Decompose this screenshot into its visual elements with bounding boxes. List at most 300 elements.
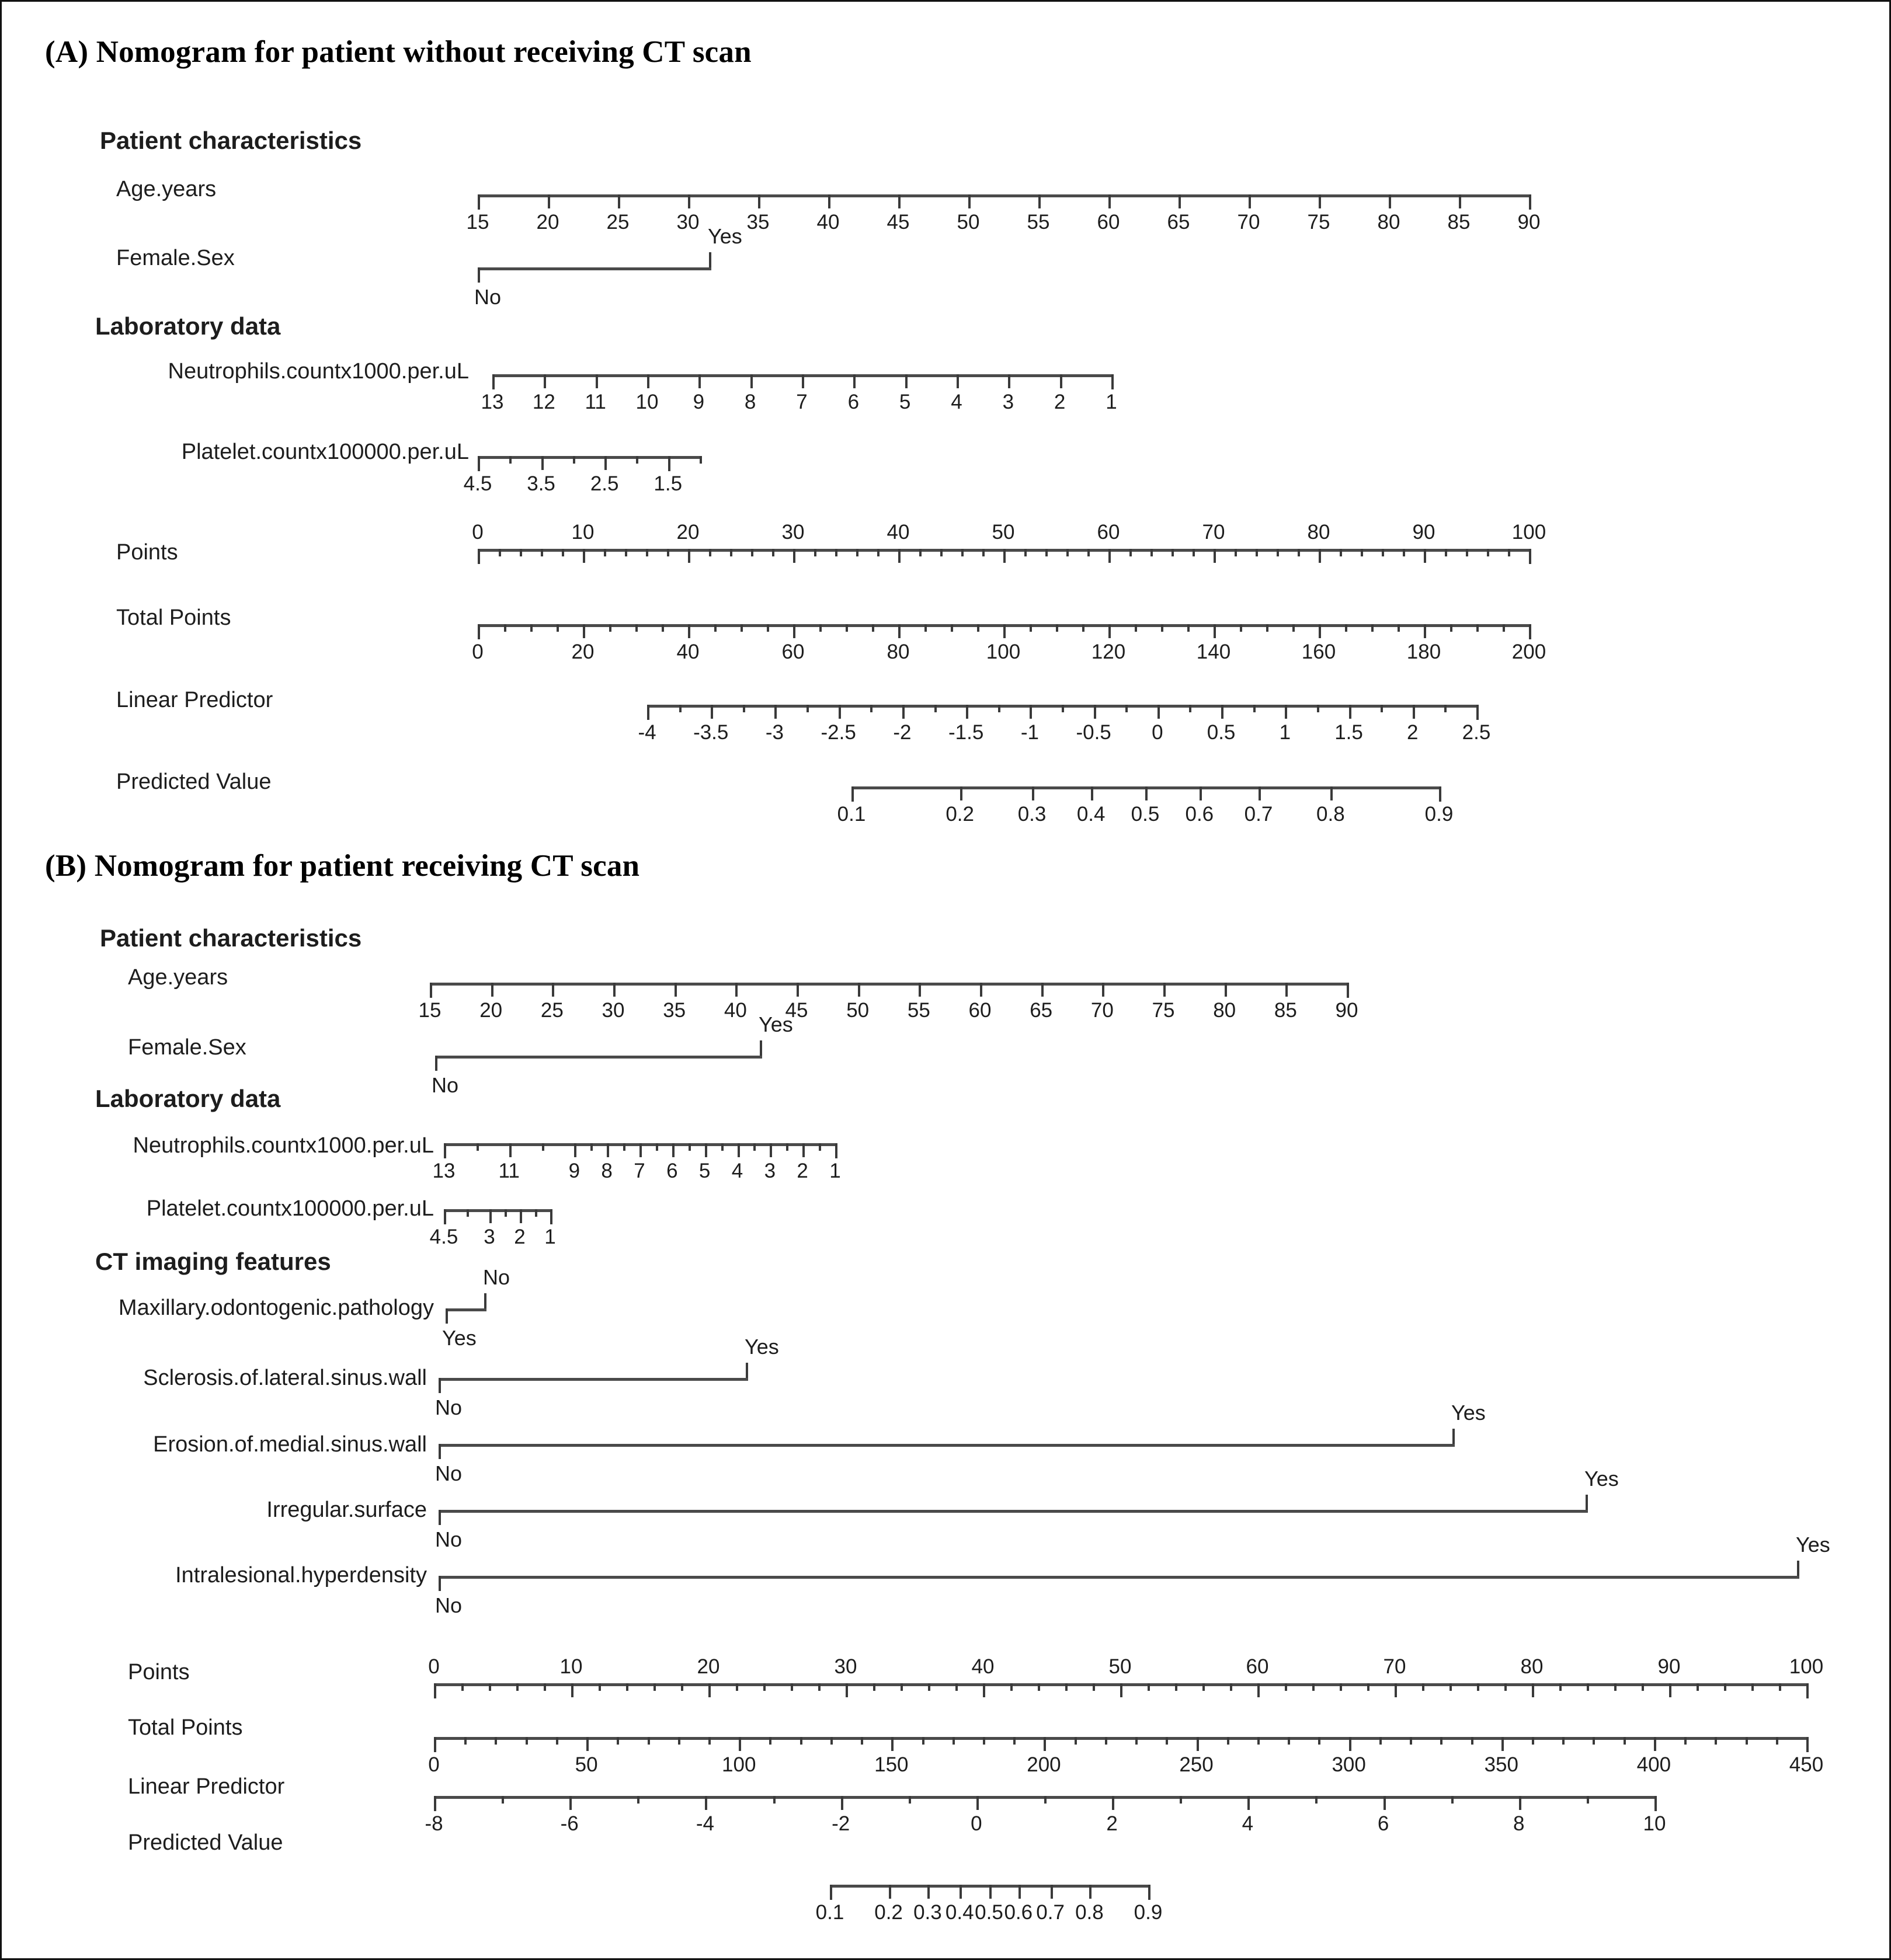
axis-end-tick: [1586, 1495, 1588, 1510]
axis-tick: [607, 1143, 609, 1157]
axis-end-tick: [746, 1363, 748, 1378]
axis-tick-minor: [505, 1209, 507, 1217]
axis-tick-minor: [877, 549, 880, 556]
axis-line: [478, 267, 711, 270]
axis-tick-minor: [526, 1737, 528, 1745]
axis-tick-label: 200: [1511, 640, 1546, 663]
axis-tick-minor: [1614, 1683, 1617, 1691]
axis-tick-label: 0.1: [815, 1901, 844, 1924]
axis-tick: [758, 194, 760, 208]
axis-tick-minor: [736, 1683, 738, 1691]
axis-line: [439, 1378, 748, 1381]
axis-tick: [1120, 1683, 1122, 1697]
axis-line: [439, 1444, 1455, 1447]
axis-tick: [966, 705, 968, 719]
axis-tick: [1060, 374, 1062, 388]
axis-tick-minor: [769, 1737, 771, 1745]
axis-tick-label: 350: [1484, 1753, 1518, 1776]
axis-tick-minor: [901, 1683, 903, 1691]
axis-tick-label: 400: [1636, 1753, 1671, 1776]
axis-tick: [898, 624, 901, 638]
axis-tick-minor: [1277, 549, 1279, 556]
axis-end-tick: [439, 1444, 441, 1459]
axis-tick: [1145, 786, 1148, 800]
axis-tick: [1330, 786, 1333, 800]
axis-tick-label: 100: [1789, 1655, 1824, 1678]
axis-tick-minor: [1450, 624, 1452, 632]
axis-tick-label: 1.5: [653, 472, 683, 495]
axis-tick: [1044, 1737, 1046, 1751]
axis-tick: [688, 624, 690, 638]
axis-tick-label: 0: [472, 640, 484, 663]
axis-tick-minor: [557, 624, 559, 632]
axis-tick-label: 80: [1307, 521, 1330, 544]
axis-tick-minor: [909, 1796, 911, 1804]
axis-tick-label: 0.3: [1017, 803, 1047, 826]
axis-tick-minor: [516, 1683, 519, 1691]
axis-tick-minor: [1175, 1683, 1177, 1691]
axis-tick-minor: [1066, 549, 1069, 556]
panel-b-row-label-irregular-surface: Irregular.surface: [266, 1498, 427, 1522]
axis-line: [434, 1737, 1806, 1740]
axis-tick: [750, 374, 753, 388]
axis-line: [478, 194, 1529, 197]
axis-tick-label: 70: [1383, 1655, 1406, 1678]
axis-tick-minor: [919, 549, 922, 556]
axis-tick-label: 80: [887, 640, 910, 663]
axis-tick-minor: [489, 1683, 491, 1691]
axis-tick-minor: [1422, 1683, 1424, 1691]
axis-tick-minor: [1508, 549, 1510, 556]
panel-b-row-label-maxillary-odontogenic-pathology: Maxillary.odontogenic.pathology: [118, 1296, 434, 1320]
axis-tick-minor: [1253, 705, 1256, 712]
axis-tick: [434, 1796, 436, 1811]
axis-tick-minor: [667, 549, 669, 556]
axis-tick: [688, 194, 690, 208]
axis-tick: [552, 983, 554, 997]
axis-tick: [774, 705, 777, 719]
axis-tick-minor: [520, 549, 522, 556]
axis-tick-label: 0.4: [945, 1901, 974, 1924]
axis-tick-label: 7: [796, 391, 808, 413]
panel-b-group-ct-imaging-features: CT imaging features: [95, 1248, 331, 1275]
axis-tick: [434, 1737, 436, 1752]
axis-tick-minor: [656, 1143, 658, 1151]
axis-tick-minor: [504, 624, 506, 632]
axis-tick-minor: [807, 705, 809, 712]
axis-tick-minor: [751, 549, 753, 556]
axis-tick-label: 0: [1152, 721, 1163, 744]
axis-tick-label: 4: [951, 391, 962, 413]
axis-tick-label: 12: [532, 391, 555, 413]
axis-tick-label: 1: [1279, 721, 1291, 744]
axis-tick-label: -3: [765, 721, 784, 744]
axis-tick-label: 10: [559, 1655, 583, 1678]
axis-tick-label: 0.8: [1075, 1901, 1104, 1924]
axis-tick-label: 6: [1377, 1812, 1389, 1835]
panel-b-row-label-intralesional-hyperdensity: Intralesional.hyperdensity: [175, 1563, 427, 1588]
axis-tick-minor: [1266, 624, 1268, 632]
axis-tick: [708, 1683, 711, 1697]
axis-tick: [478, 624, 480, 639]
axis-tick: [738, 1143, 740, 1157]
axis-tick-minor: [1062, 705, 1064, 712]
axis-tick: [1529, 624, 1531, 639]
axis-tick: [1041, 983, 1044, 997]
axis-tick-label: 140: [1196, 640, 1231, 663]
axis-tick-minor: [800, 1737, 802, 1745]
axis-tick: [1148, 1885, 1150, 1900]
axis-tick-minor: [1189, 705, 1191, 712]
axis-tick-label: 5: [899, 391, 911, 413]
axis-tick: [835, 1143, 837, 1158]
axis-tick: [1179, 194, 1181, 208]
axis-tick-label: 15: [466, 211, 489, 234]
axis-tick-label: 25: [540, 999, 564, 1022]
axis-tick-minor: [1075, 1737, 1077, 1745]
axis-tick-minor: [1340, 1683, 1342, 1691]
axis-tick: [828, 194, 830, 208]
axis-tick-label: 90: [1335, 999, 1358, 1022]
axis-tick-minor: [542, 1143, 544, 1151]
axis-tick-label: 4: [731, 1160, 743, 1182]
axis-tick: [1529, 549, 1531, 564]
axis-tick: [520, 1209, 522, 1223]
axis-tick: [1519, 1796, 1521, 1810]
axis-tick-label: 13: [432, 1160, 456, 1182]
axis-tick-minor: [1751, 1683, 1754, 1691]
axis-tick: [851, 786, 854, 802]
axis-tick-minor: [679, 705, 682, 712]
axis-tick-minor: [1317, 705, 1319, 712]
axis-tick: [574, 1143, 576, 1157]
panel-b-row-label-total-points: Total Points: [128, 1715, 243, 1740]
axis-tick: [1163, 983, 1166, 997]
axis-tick: [1389, 194, 1391, 208]
axis-tick-minor: [1403, 549, 1405, 556]
panel-a-row-label-linear-predictor: Linear Predictor: [116, 688, 273, 712]
axis-label-left: No: [435, 1395, 463, 1419]
axis-tick: [489, 1209, 492, 1223]
axis-tick: [1347, 983, 1349, 998]
axis-tick: [898, 194, 901, 208]
axis-tick: [675, 983, 677, 997]
axis-end-tick: [478, 267, 480, 283]
axis-tick-label: 20: [536, 211, 559, 234]
axis-tick-label: 100: [722, 1753, 756, 1776]
axis-tick-minor: [741, 624, 743, 632]
axis-tick-label: 9: [568, 1160, 580, 1182]
axis-tick: [1200, 786, 1202, 800]
axis-tick: [1225, 983, 1227, 997]
axis-tick-label: 0: [428, 1753, 440, 1776]
axis-tick-minor: [499, 549, 501, 556]
axis-line: [446, 1308, 486, 1311]
axis-tick-minor: [648, 1737, 650, 1745]
axis-tick-label: 60: [968, 999, 992, 1022]
axis-end-tick: [709, 252, 711, 267]
axis-tick: [647, 705, 649, 720]
axis-tick: [1221, 705, 1223, 719]
axis-tick-minor: [1056, 624, 1058, 632]
axis-tick-minor: [625, 549, 627, 556]
axis-tick: [509, 1143, 512, 1157]
axis-tick-label: -8: [425, 1812, 443, 1835]
axis-tick-label: 20: [571, 640, 595, 663]
axis-tick-label: 40: [971, 1655, 995, 1678]
axis-tick: [544, 374, 546, 388]
axis-tick-label: 3: [484, 1226, 495, 1248]
axis-tick: [797, 983, 799, 997]
axis-tick: [1259, 786, 1261, 800]
axis-tick-label: 0.1: [837, 803, 866, 826]
axis-label-left: No: [432, 1073, 459, 1097]
axis-tick-minor: [1451, 1796, 1454, 1804]
axis-tick: [968, 194, 971, 208]
axis-tick-label: 80: [1213, 999, 1236, 1022]
axis-tick-minor: [1013, 1737, 1016, 1745]
axis-tick: [688, 549, 690, 563]
axis-label-left: No: [435, 1527, 463, 1551]
axis-tick-label: 80: [1520, 1655, 1544, 1678]
axis-tick-label: 50: [1108, 1655, 1132, 1678]
axis-tick: [793, 624, 795, 638]
axis-tick: [478, 456, 480, 471]
axis-tick-minor: [1315, 1796, 1318, 1804]
axis-tick-label: 0.6: [1185, 803, 1214, 826]
axis-tick-minor: [767, 624, 769, 632]
axis-tick: [618, 194, 620, 208]
axis-tick-label: 0.2: [946, 803, 974, 826]
axis-tick-minor: [753, 1143, 756, 1151]
axis-tick: [604, 456, 607, 470]
axis-tick-label: 90: [1412, 521, 1435, 544]
axis-tick-minor: [617, 1737, 619, 1745]
axis-tick: [989, 1885, 992, 1899]
axis-label-left: Yes: [442, 1326, 477, 1350]
axis-tick-minor: [1449, 1683, 1452, 1691]
axis-tick: [735, 983, 738, 997]
axis-tick: [898, 549, 901, 563]
axis-end-tick: [435, 1056, 437, 1071]
axis-tick: [1051, 1885, 1053, 1899]
axis-tick-label: -2: [893, 721, 912, 744]
axis-tick-label: 250: [1179, 1753, 1214, 1776]
axis-end-tick: [439, 1510, 441, 1525]
axis-tick-label: 90: [1657, 1655, 1681, 1678]
axis-tick-minor: [1697, 1683, 1699, 1691]
axis-tick-label: 0.9: [1424, 803, 1454, 826]
axis-tick: [1038, 194, 1041, 208]
axis-end-tick: [439, 1576, 441, 1591]
axis-tick: [1806, 1737, 1809, 1752]
axis-tick-label: 55: [907, 999, 930, 1022]
axis-tick-minor: [1559, 1683, 1562, 1691]
axis-tick-label: 8: [744, 391, 756, 413]
axis-tick-label: 1.5: [1334, 721, 1363, 744]
axis-tick: [1319, 624, 1321, 638]
axis-tick-minor: [983, 1737, 985, 1745]
axis-tick-minor: [1135, 1737, 1138, 1745]
axis-tick: [705, 1796, 707, 1810]
axis-tick-label: 2: [797, 1160, 808, 1182]
axis-tick-minor: [714, 624, 717, 632]
axis-tick-label: 8: [601, 1160, 613, 1182]
axis-tick-minor: [689, 1143, 691, 1151]
axis-tick-minor: [590, 1143, 593, 1151]
axis-tick: [853, 374, 856, 388]
axis-tick-minor: [1779, 1683, 1781, 1691]
axis-tick-minor: [1361, 549, 1363, 556]
axis-tick-minor: [1065, 1683, 1068, 1691]
axis-tick-minor: [977, 624, 979, 632]
axis-tick: [1529, 194, 1531, 210]
axis-tick-label: 30: [602, 999, 625, 1022]
axis-tick-minor: [1398, 624, 1400, 632]
axis-tick-minor: [1379, 1737, 1382, 1745]
axis-tick: [583, 624, 585, 638]
axis-tick: [1439, 786, 1441, 802]
axis-tick-minor: [1045, 549, 1048, 556]
axis-tick-label: 4.5: [463, 472, 492, 495]
axis-tick: [1532, 1683, 1534, 1697]
axis-tick-label: 10: [635, 391, 659, 413]
axis-tick-minor: [1776, 1737, 1778, 1745]
axis-tick-minor: [635, 624, 638, 632]
axis-tick: [478, 194, 480, 210]
axis-tick-label: 10: [1643, 1812, 1666, 1835]
axis-tick-minor: [1367, 1683, 1369, 1691]
axis-tick: [434, 1683, 436, 1698]
axis-tick-label: 85: [1274, 999, 1297, 1022]
axis-tick-minor: [609, 624, 611, 632]
panel-a-group-patient-characteristics: Patient characteristics: [100, 127, 362, 154]
axis-tick-label: 0.5: [1207, 721, 1236, 744]
axis-tick-label: 0.8: [1316, 803, 1345, 826]
axis-tick-label: 20: [676, 521, 700, 544]
axis-tick: [569, 1796, 572, 1810]
axis-tick-label: 20: [479, 999, 503, 1022]
axis-tick: [1501, 1737, 1504, 1751]
axis-tick-label: 2: [1106, 1812, 1118, 1835]
panel-b-row-label-erosion-medial-sinus-wall: Erosion.of.medial.sinus.wall: [153, 1432, 427, 1457]
axis-tick-label: 30: [834, 1655, 857, 1678]
axis-tick: [902, 705, 905, 719]
axis-tick-minor: [1093, 1683, 1095, 1691]
axis-tick: [541, 456, 544, 470]
axis-tick-minor: [1382, 549, 1384, 556]
panel-a-row-label-total-points: Total Points: [116, 605, 231, 630]
axis-tick-label: 2.5: [590, 472, 619, 495]
axis-tick: [548, 194, 550, 208]
axis-tick-label: 11: [498, 1160, 520, 1182]
axis-tick-minor: [1471, 1737, 1473, 1745]
axis-tick-minor: [1445, 549, 1447, 556]
axis-tick-label: 50: [846, 999, 870, 1022]
axis-tick-minor: [1166, 1737, 1168, 1745]
axis-tick-minor: [1440, 1737, 1442, 1745]
axis-tick-label: 5: [698, 1160, 711, 1182]
axis-tick-minor: [1587, 1683, 1589, 1691]
axis-tick-label: 75: [1152, 999, 1175, 1022]
axis-tick: [891, 1737, 894, 1751]
axis-tick-label: -1.5: [948, 721, 984, 744]
axis-tick: [957, 374, 959, 388]
axis-tick-minor: [872, 624, 874, 632]
axis-tick: [1091, 786, 1093, 800]
axis-tick-label: 40: [887, 521, 910, 544]
axis-tick-label: 50: [575, 1753, 598, 1776]
axis-tick-minor: [1135, 624, 1137, 632]
axis-tick-label: 1: [1106, 391, 1117, 413]
axis-tick: [647, 374, 649, 388]
panel-b-row-label-neutrophils: Neutrophils.countx1000.per.uL: [133, 1133, 434, 1158]
axis-tick: [1476, 705, 1479, 720]
axis-label-left: No: [435, 1461, 463, 1485]
axis-tick: [586, 1737, 589, 1751]
axis-tick-minor: [700, 456, 702, 464]
axis-tick-minor: [1038, 1683, 1040, 1691]
axis-tick-label: 120: [1091, 640, 1126, 663]
axis-line: [439, 1510, 1588, 1513]
axis-tick-minor: [646, 549, 648, 556]
axis-label-right: Yes: [1796, 1533, 1830, 1557]
axis-tick: [1112, 1796, 1114, 1810]
axis-tick-label: 45: [785, 999, 808, 1022]
axis-tick-minor: [743, 705, 745, 712]
axis-tick-minor: [928, 1683, 930, 1691]
axis-tick-minor: [464, 1737, 467, 1745]
axis-tick: [1108, 549, 1111, 563]
panel-b-row-label-age: Age.years: [128, 965, 228, 990]
axis-tick-label: 3: [764, 1160, 776, 1182]
axis-tick: [1008, 374, 1010, 388]
axis-tick-minor: [922, 1737, 924, 1745]
axis-tick: [1285, 705, 1287, 719]
axis-tick-label: 13: [481, 391, 504, 413]
axis-tick: [802, 374, 804, 388]
axis-tick-minor: [773, 1796, 776, 1804]
axis-tick-label: 20: [697, 1655, 720, 1678]
axis-tick-minor: [953, 1737, 955, 1745]
axis-tick-minor: [791, 1683, 793, 1691]
axis-tick: [1003, 549, 1006, 563]
axis-end-tick: [1797, 1561, 1799, 1576]
axis-tick-minor: [1624, 1737, 1626, 1745]
axis-tick-minor: [861, 1737, 863, 1745]
axis-tick-minor: [709, 549, 711, 556]
axis-tick-label: -2.5: [821, 721, 856, 744]
axis-tick-minor: [763, 1683, 766, 1691]
axis-tick-label: -4: [638, 721, 656, 744]
axis-tick: [596, 374, 598, 388]
axis-tick-label: 100: [986, 640, 1021, 663]
axis-tick-label: 25: [606, 211, 630, 234]
axis-end-tick: [484, 1293, 486, 1308]
axis-tick-minor: [1240, 624, 1242, 632]
axis-tick-minor: [1476, 624, 1479, 632]
axis-tick: [1395, 1683, 1397, 1697]
axis-tick-label: 75: [1307, 211, 1330, 234]
axis-tick: [839, 705, 841, 719]
axis-tick-minor: [573, 456, 575, 464]
axis-tick: [1806, 1683, 1809, 1698]
axis-tick-label: 70: [1202, 521, 1225, 544]
axis-tick-minor: [461, 1683, 464, 1691]
axis-tick: [639, 1143, 642, 1157]
axis-tick-label: 0.7: [1244, 803, 1273, 826]
axis-tick-minor: [924, 624, 927, 632]
